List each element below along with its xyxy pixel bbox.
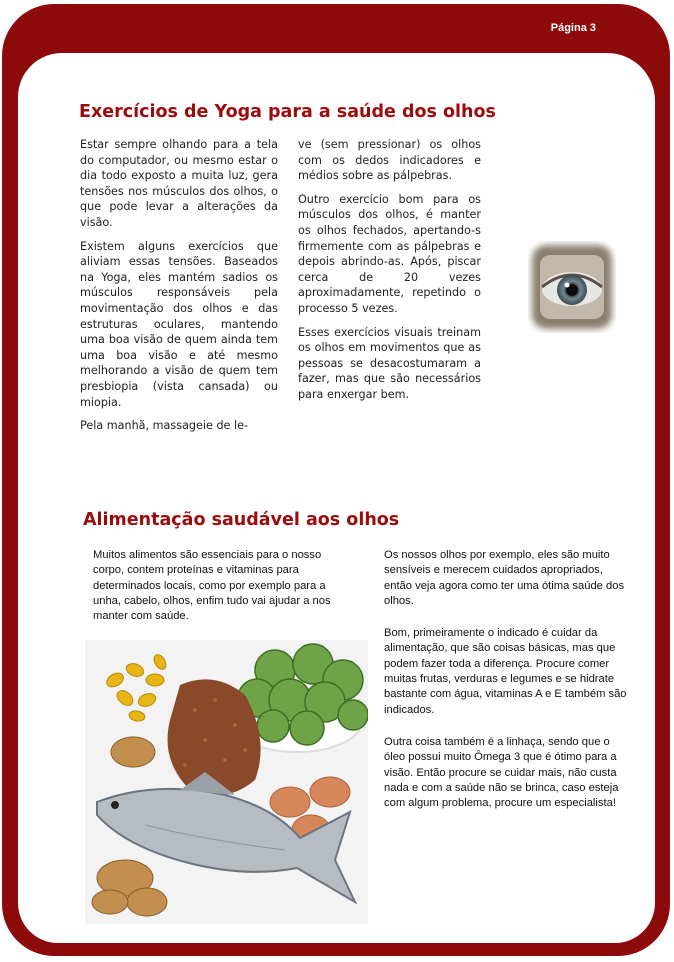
food-column-2 [384,548,628,828]
paragraph: Os nossos olhos por exemplo, eles são muito sensíveis e merecem cuidados apropriados, então veja agora como ter uma ótima saúde dos olhos. [384,549,625,607]
eye-icon [528,241,616,333]
paragraph: Estar sempre olhando para a tela do computador, ou mesmo estar o dia todo exposto a muita luz, gera tensões nos músculos dos olhos, o que pode levar a alterações da visão. [80,138,278,229]
paragraph: ve (sem pressionar) os olhos com os dedos indicadores e médios sobre as pálpebras. [298,138,481,183]
paragraph: Existem alguns exercícios que aliviam essas tensões. Baseados na Yoga, eles mantém sadios os músculos responsáveis pela movimentação dos olhos e das estruturas oculares, mantendo uma boa visão de quem ainda tem uma boa visão e até mesmo melhorando a visão de quem tem presbiopia (vista cansada) ou miopia. [80,239,278,409]
paragraph: Outro exercício bom para os músculos dos olhos, é manter os olhos fechados, apertando-s firmemente com as pálpebras e depois abrindo-as. Após, piscar cerca de 20 vezes aproximadamente, repetindo o processo 5 vezes. [298,192,481,315]
paragraph: Pela manhã, massageie de le- [80,419,249,433]
yoga-column-1 [80,137,278,442]
paragraph: Muitos alimentos são essenciais para o nosso corpo, contem proteínas e vitaminas para determinados locais, como por exemplo para a unha, cabelo, olhos, enfim tudo vai ajudar a nos manter com saúde. [93,549,331,623]
yoga-column-2 [298,137,481,411]
section-title-yoga: Exercícios de Yoga para a saúde dos olhos [79,102,496,122]
paragraph: Outra coisa também é a linhaça, sendo que o óleo possui muito Ômega 3 que é ótimo para a visão. Então procure se cuidar mais, não custa nada e com a saúde não se brinca, caso esteja com algum problema, procure um especialista! [384,735,619,810]
page-number: Página 3 [550,22,596,34]
paragraph: Esses exercícios visuais treinam os olhos em movimentos que as pessoas se desacostumaram a fazer, mas que são necessários para enxergar bem. [298,325,481,401]
section-title-food: Alimentação saudável aos olhos [83,510,400,530]
healthy-food-photo [85,640,368,924]
paragraph: Bom, primeiramente o indicado é cuidar da alimentação, que são coisas básicas, mas que podem fazer toda a diferença. Procure comer muitas frutas, verduras e legumes e se hidrate bastante com água, vitaminas A e E também são indicados. [384,627,627,716]
food-column-1 [93,548,355,641]
